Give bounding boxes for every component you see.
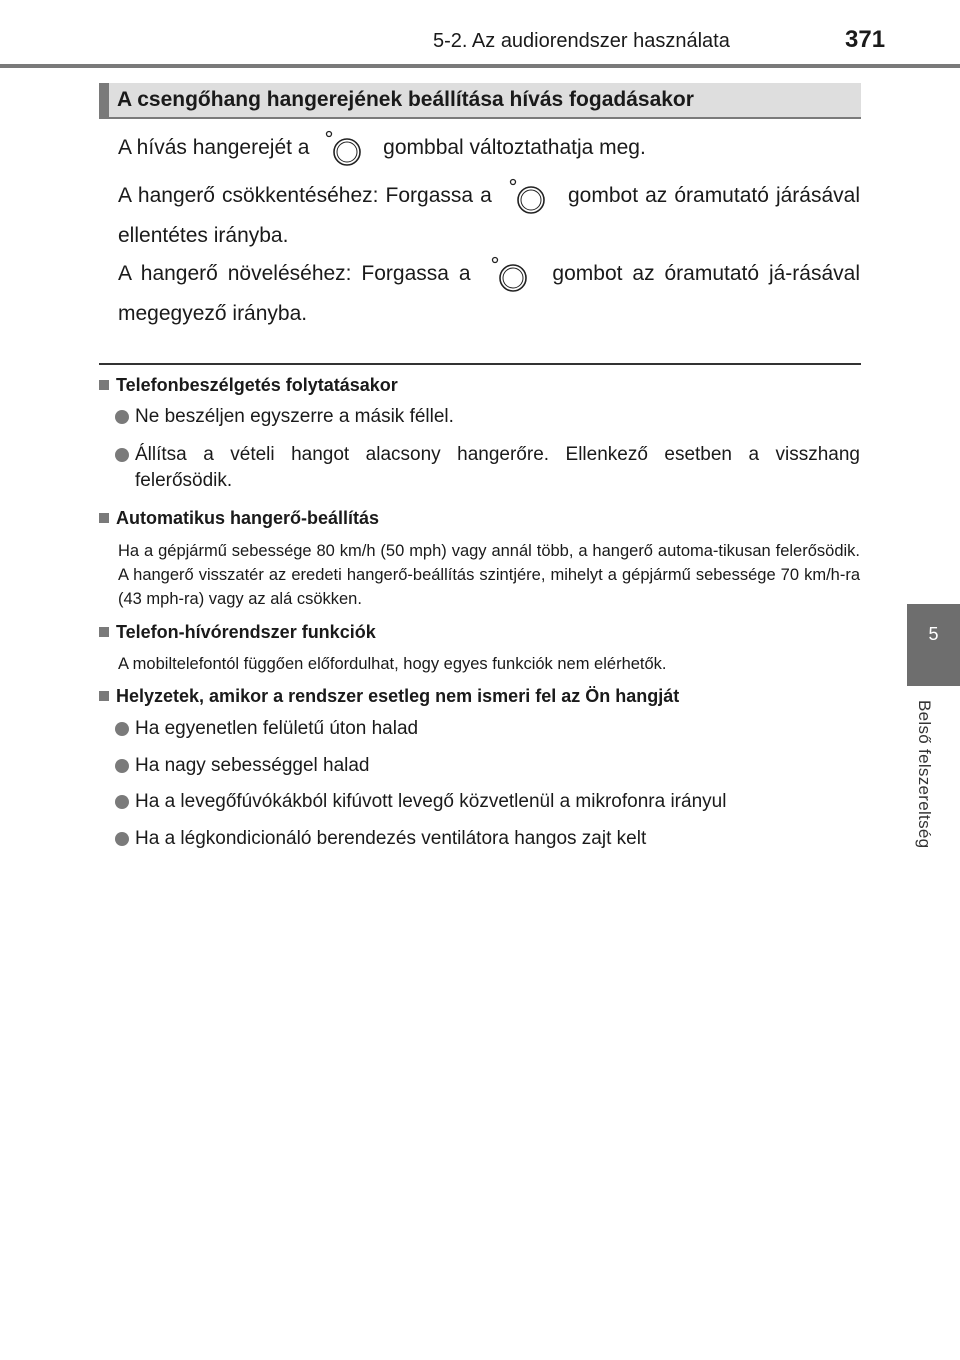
- list-item-text: Ha a levegőfúvókákból kifúvott levegő közvetlenül a mikrofonra irányul: [135, 791, 727, 812]
- list-item: [115, 404, 860, 430]
- list-item: [115, 789, 860, 815]
- paragraph-text-before: A hívás hangerejét a: [118, 136, 310, 159]
- note-text-auto-volume: Ha a gépjármű sebessége 80 km/h (50 mph) vagy annál több, a hangerő automa-tikusan felerősödik. A hangerő visszatér az eredeti hangerő-beállítás szintjére, mihelyt a gépjármű sebessége 70 km/h-ra (43 mph-ra) vagy az alá csökken.: [118, 542, 860, 608]
- volume-knob-icon: [315, 128, 377, 168]
- paragraph-text-after: gombbal változtathatja meg.: [383, 136, 646, 159]
- chapter-tab-label: Belső felszereltség: [915, 700, 934, 849]
- section-title: A csengőhang hangerejének beállítása hívás fogadásakor: [117, 88, 694, 111]
- circle-bullet-icon: [115, 410, 129, 424]
- square-bullet-icon: [99, 627, 109, 637]
- list-item: [115, 442, 860, 494]
- list-item-text: Ha nagy sebességgel halad: [135, 755, 370, 776]
- note-heading-text: Helyzetek, amikor a rendszer esetleg nem ismeri fel az Ön hangját: [116, 686, 680, 706]
- list-item: [115, 716, 860, 742]
- paragraph-text-before: A hangerő csökkentéséhez: Forgassa a: [118, 184, 492, 207]
- paragraph-volume: [118, 128, 860, 168]
- note-heading-voice-recognition: [99, 686, 679, 707]
- note-heading-phone-system: [99, 622, 376, 643]
- list-item-text: Ne beszéljen egyszerre a másik féllel.: [135, 406, 454, 427]
- square-bullet-icon: [99, 380, 109, 390]
- note-heading-text: Telefon-hívórendszer funkciók: [116, 622, 376, 642]
- list-item-text: Ha a légkondicionáló berendezés ventilátora hangos zajt kelt: [135, 828, 647, 849]
- note-heading-auto-volume: [99, 508, 379, 529]
- list-item: [115, 753, 860, 779]
- paragraph-text-after: gombot az óramutató já-rásával megegyező irányba.: [118, 262, 860, 326]
- chapter-tab-number: 5: [907, 604, 960, 686]
- circle-bullet-icon: [115, 759, 129, 773]
- list-item-text: Ha egyenetlen felületű úton halad: [135, 718, 419, 739]
- paragraph-increase: [118, 254, 860, 334]
- section-heading-accent: [99, 83, 109, 117]
- paragraph-text-after: gombot az óramutató járásával ellentétes irányba.: [118, 184, 860, 248]
- page-number: 371: [845, 26, 886, 53]
- volume-knob-icon: [481, 254, 543, 294]
- paragraph-text-before: A hangerő növeléséhez: Forgassa a: [118, 262, 471, 285]
- volume-knob-icon: [499, 176, 561, 216]
- list-item: [115, 826, 860, 852]
- section-divider: [99, 363, 861, 365]
- note-heading-text: Telefonbeszélgetés folytatásakor: [116, 375, 398, 395]
- note-text-phone-system: A mobiltelefontól függően előfordulhat, hogy egyes funkciók nem elérhetők.: [118, 655, 667, 673]
- paragraph-decrease: [118, 176, 860, 256]
- circle-bullet-icon: [115, 448, 129, 462]
- circle-bullet-icon: [115, 795, 129, 809]
- square-bullet-icon: [99, 513, 109, 523]
- square-bullet-icon: [99, 691, 109, 701]
- section-heading-bar: [99, 83, 861, 119]
- circle-bullet-icon: [115, 722, 129, 736]
- circle-bullet-icon: [115, 832, 129, 846]
- note-heading-text: Automatikus hangerő-beállítás: [116, 508, 380, 528]
- header-rule: [0, 64, 960, 68]
- chapter-title: 5-2. Az audiorendszer használata: [433, 30, 730, 52]
- note-heading-phone-call: [99, 375, 398, 396]
- list-item-text: Állítsa a vételi hangot alacsony hangerőre. Ellenkező esetben a visszhang felerősödik.: [135, 444, 860, 491]
